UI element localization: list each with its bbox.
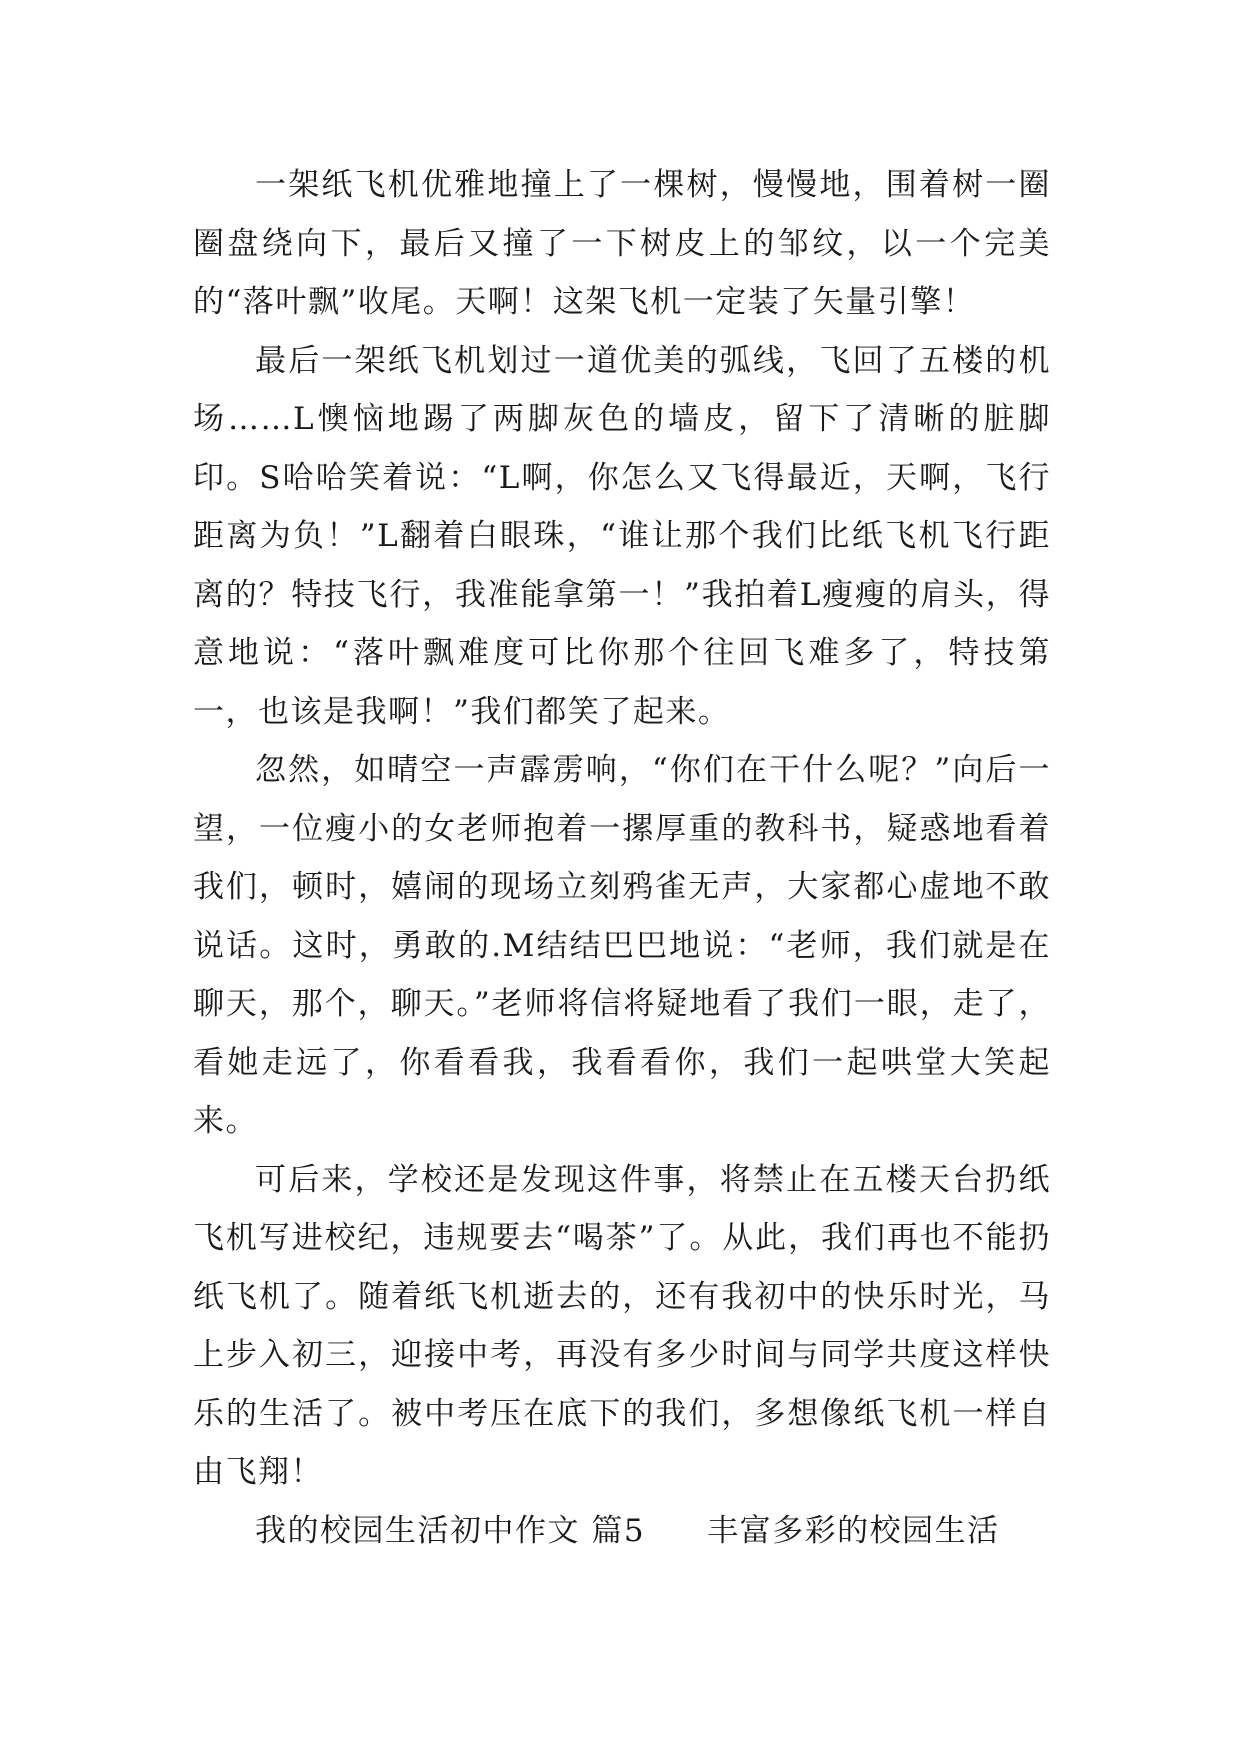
- paragraph-school-ban: 可后来，学校还是发现这件事，将禁止在五楼天台扔纸飞机写进校纪，违规要去“喝茶”了。从此，我们再也不能扔纸飞机了。随着纸飞机逝去的，还有我初中的快乐时光，马上步入初三，迎接中考，再没有多少时间与同学共度这样快乐的生活了。被中考压在底下的我们，多想像纸飞机一样自由飞翔！: [193, 1161, 1051, 1490]
- paragraph-paper-plane-tree: 一架纸飞机优雅地撞上了一棵树，慢慢地，围着树一圈圈盘绕向下，最后又撞了一下树皮上的邹纹，以一个完美的“落叶飘”收尾。天啊！这架飞机一定装了矢量引擎！: [193, 167, 1051, 320]
- section-heading-title: 我的校园生活初中作文 篇5: [255, 1512, 646, 1549]
- section-heading: [193, 1502, 1051, 1561]
- document-body: [193, 156, 1051, 1560]
- paragraph-last-plane: 最后一架纸飞机划过一道优美的弧线，飞回了五楼的机场……L懊恼地踢了两脚灰色的墙皮，留下了清晰的脏脚印。S哈哈笑着说：“L啊，你怎么又飞得最近，天啊，飞行距离为负！”L翻着白眼珠，“谁让那个我们比纸飞机飞行距离的？特技飞行，我准能拿第一！”我拍着L瘦瘦的肩头，得意地说：“落叶飘难度可比你那个往回飞难多了，特技第一，也该是我啊！”我们都笑了起来。: [193, 342, 1051, 730]
- section-heading-subtitle: 丰富多彩的校园生活: [707, 1512, 1000, 1549]
- paragraph-teacher: 忽然，如晴空一声霹雳响，“你们在干什么呢？”向后一望，一位瘦小的女老师抱着一摞厚重的教科书，疑惑地看着我们，顿时，嬉闹的现场立刻鸦雀无声，大家都心虚地不敢说话。这时，勇敢的.M结结巴巴地说：“老师，我们就是在聊天，那个，聊天。”老师将信将疑地看了我们一眼，走了，看她走远了，你看看我，我看看你，我们一起哄堂大笑起来。: [193, 752, 1051, 1139]
